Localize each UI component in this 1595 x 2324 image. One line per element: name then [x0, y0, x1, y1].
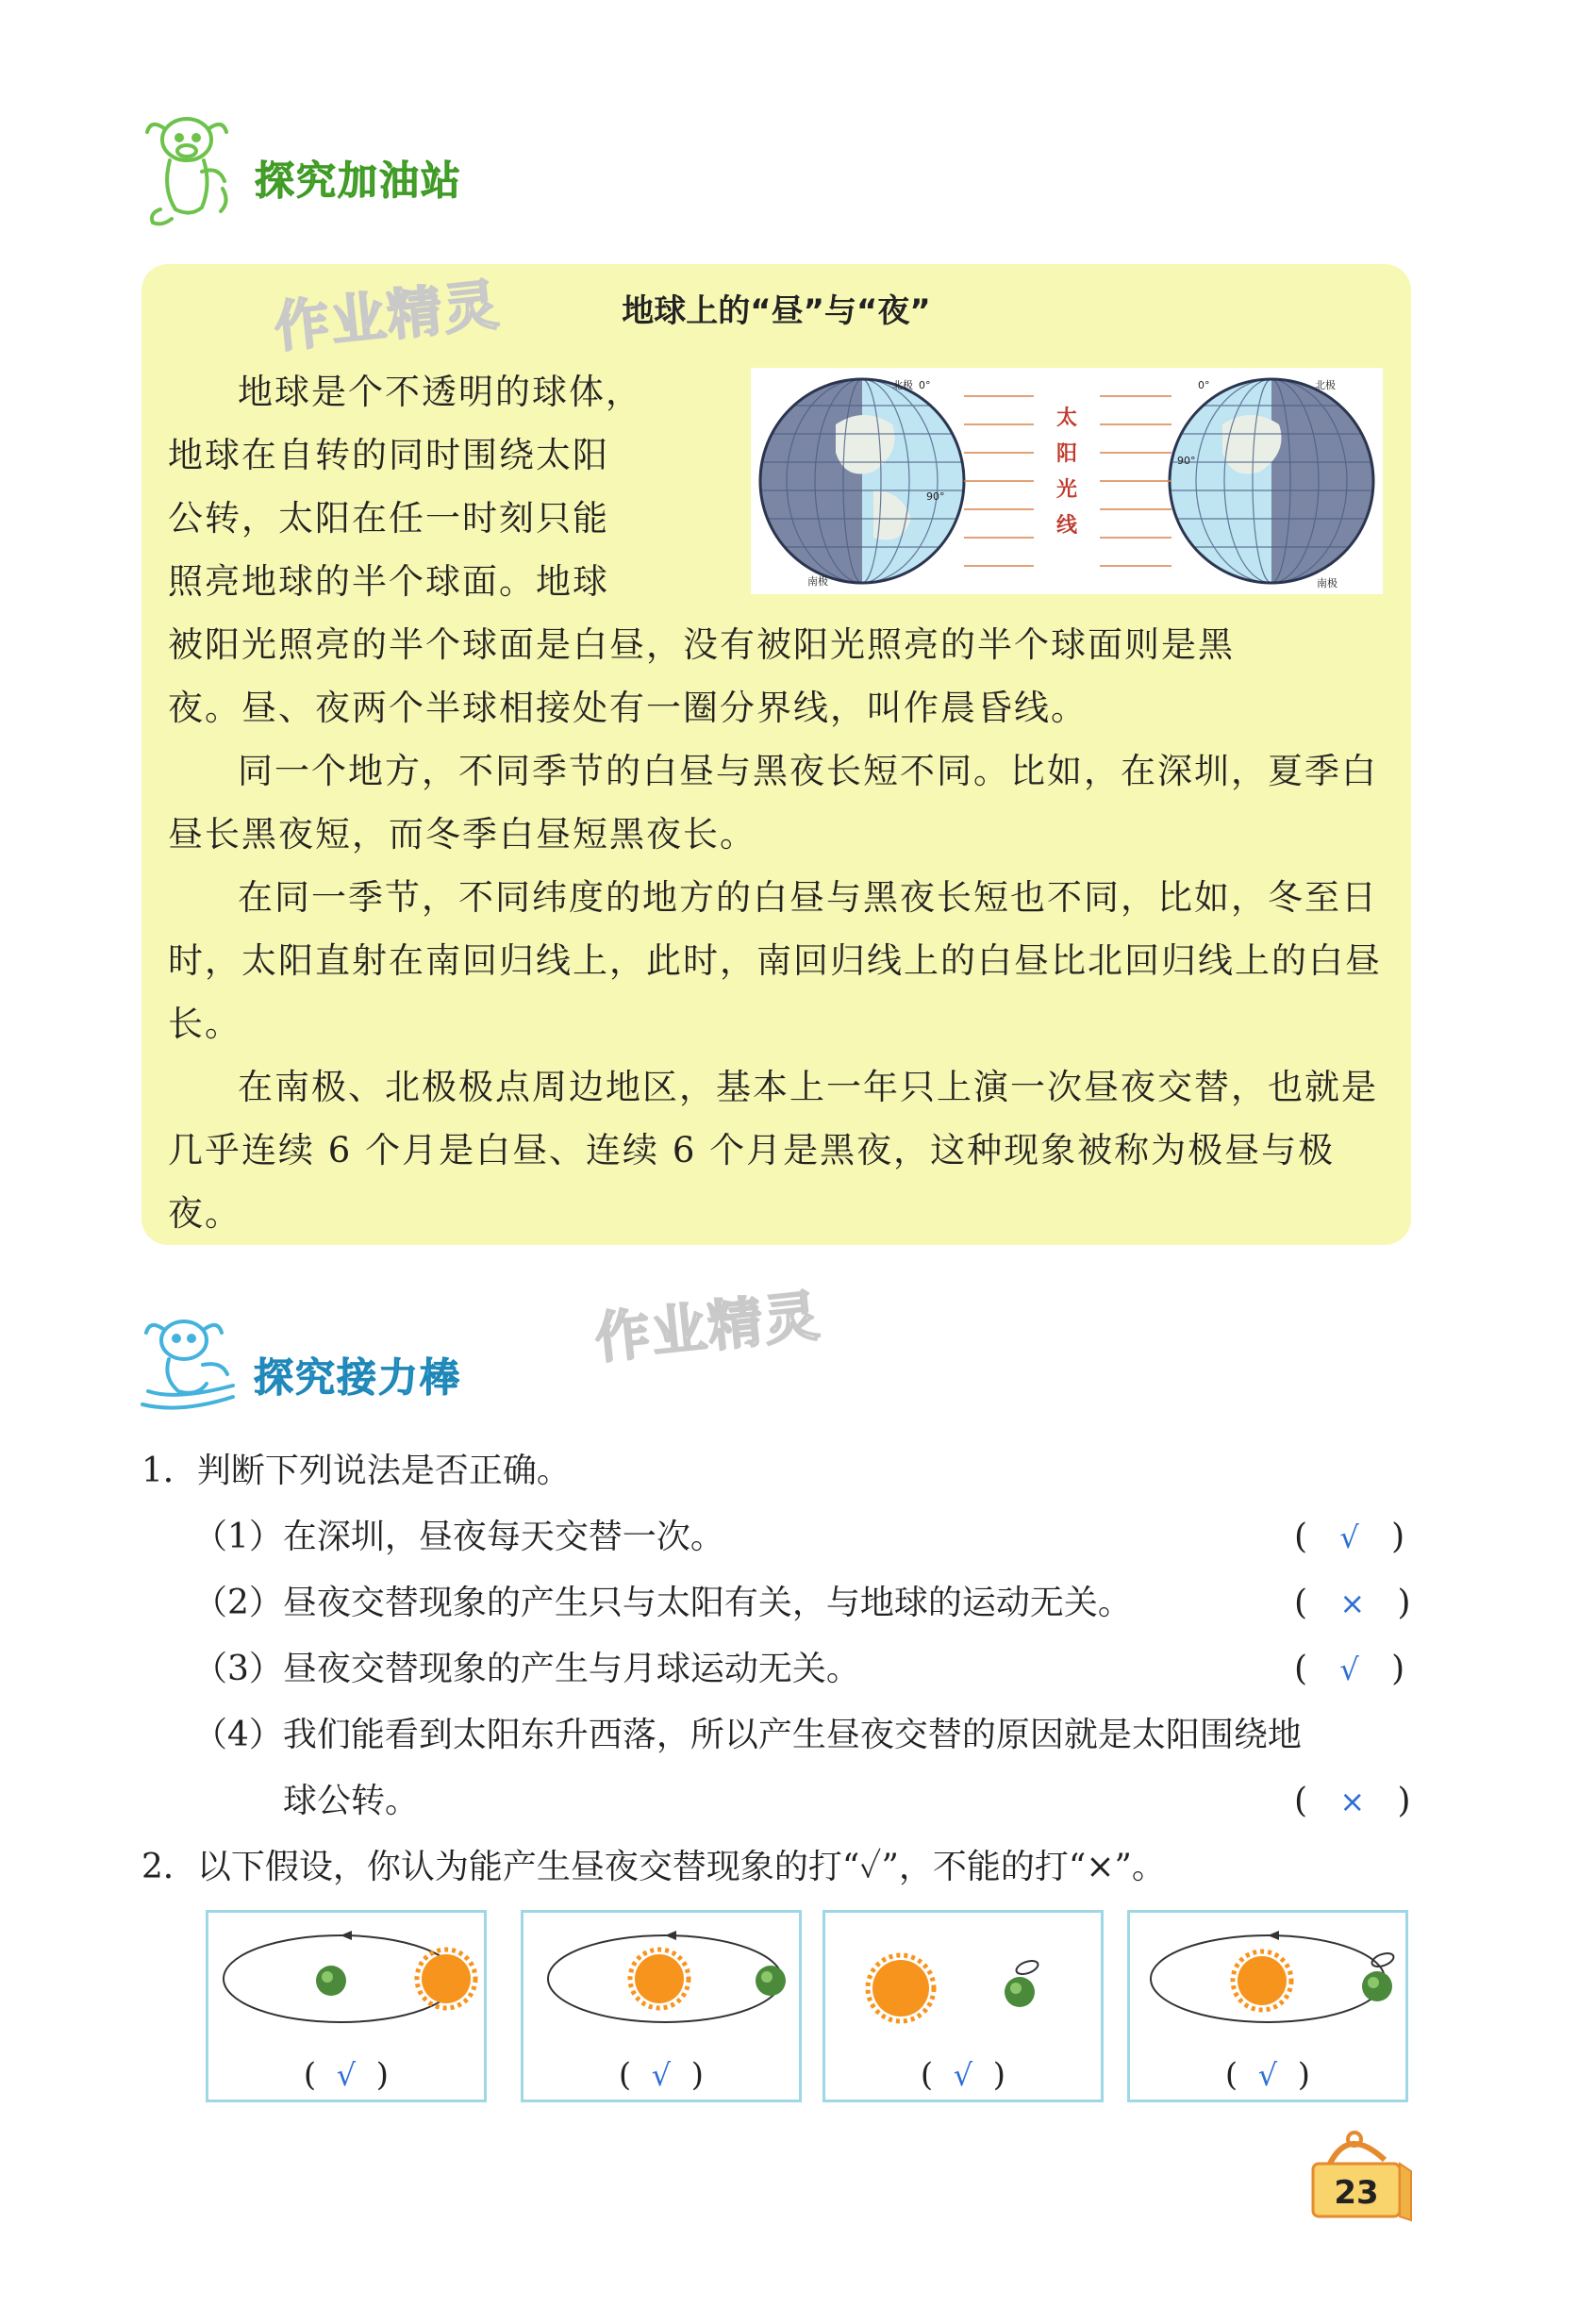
- left-south-label: 南极: [807, 575, 828, 588]
- para3: 在同一季节，不同纬度的地方的白昼与黑夜长短也不同，比如，冬至日时，太阳直射在南回归线上，此时，南回归线上的白昼比北回归线上的白昼长。: [168, 877, 1382, 1044]
- section1-header: [141, 104, 462, 226]
- para1-line: 地球是个不透明的球体，: [238, 372, 642, 412]
- answer-mark: √: [651, 2057, 672, 2093]
- day-night-globe-figure: [751, 368, 1383, 594]
- answer-mark: √: [1257, 2057, 1278, 2093]
- cow-mascot-icon: [141, 104, 236, 226]
- q1-item-2: （2）昼夜交替现象的产生只与太阳有关，与地球的运动无关。: [193, 1584, 1132, 1622]
- q1-item-4-cont: 球公转。: [283, 1782, 420, 1820]
- rotation-diagram-icon: [825, 1913, 1101, 2054]
- watermark: 作业精灵: [591, 1283, 824, 1371]
- para2: 同一个地方，不同季节的白昼与黑夜长短不同。比如，在深圳，夏季白昼长黑夜短，而冬季白昼短黑夜长。: [168, 751, 1378, 855]
- para1-line: 照亮地球的半个球面。地球: [168, 561, 609, 602]
- left-deg0-label: 0°: [919, 379, 931, 391]
- sun-label-char: 太: [1055, 407, 1078, 430]
- q1-answer-4: ( × ): [1294, 1782, 1411, 1820]
- panel-answer-1: ( √ ): [303, 2056, 390, 2094]
- left-north-label: 北极: [892, 379, 913, 391]
- panel-answer-4: ( √ ): [1224, 2056, 1311, 2094]
- orbit-diagram-icon: [523, 1913, 799, 2054]
- section1-title: 探究加油站: [255, 158, 463, 204]
- answer-mark: √: [1339, 1652, 1359, 1687]
- right-north-label: 北极: [1315, 379, 1336, 391]
- hypothesis-panel-2: [521, 1910, 802, 2102]
- right-deg90-label: 90°: [1177, 455, 1196, 467]
- page-number-badge: [1302, 2122, 1415, 2226]
- q1-item-1: （1）在深圳，昼夜每天交替一次。: [193, 1518, 724, 1556]
- info-box: [141, 264, 1411, 1245]
- sun-icon: [1238, 1956, 1287, 2005]
- orbit-diagram-icon: [208, 1913, 484, 2054]
- sun-icon: [422, 1954, 471, 2003]
- hypothesis-panel-1: [206, 1910, 487, 2102]
- q1-answer-2: ( × ): [1294, 1584, 1411, 1622]
- section2-title: 探究接力棒: [254, 1354, 462, 1401]
- q1-stem: 1．判断下列说法是否正确。: [141, 1452, 571, 1490]
- page-number: 23: [1334, 2174, 1379, 2212]
- hypothesis-panel-4: [1127, 1910, 1408, 2102]
- para1-line: 地球在自转的同时围绕太阳: [168, 435, 609, 475]
- sun-icon: [872, 1960, 929, 2017]
- answer-mark: √: [1339, 1519, 1359, 1555]
- para1-line: 夜。昼、夜两个半球相接处有一圈分界线，叫作晨昏线。: [168, 688, 1088, 728]
- panel-answer-2: ( √ ): [618, 2056, 705, 2094]
- box-title: 地球上的“昼”与“夜”: [622, 292, 931, 330]
- orbit-rotation-diagram-icon: [1130, 1913, 1405, 2054]
- q1-item-3: （3）昼夜交替现象的产生与月球运动无关。: [193, 1650, 860, 1688]
- section2-header: [137, 1306, 461, 1419]
- right-deg0-label: 0°: [1198, 379, 1210, 391]
- para1-line: 被阳光照亮的半个球面是白昼，没有被阳光照亮的半个球面则是黑: [168, 624, 1235, 665]
- hypothesis-panel-3: [822, 1910, 1104, 2102]
- right-south-label: 南极: [1317, 577, 1337, 589]
- answer-mark: ×: [1339, 1784, 1366, 1819]
- sun-label-char: 光: [1055, 478, 1078, 502]
- globe-illustration-icon: [751, 368, 1383, 594]
- panel-answer-3: ( √ ): [920, 2056, 1006, 2094]
- q1-answer-3: ( √ ): [1294, 1650, 1405, 1688]
- q1-answer-1: ( √ ): [1294, 1518, 1405, 1556]
- answer-mark: √: [336, 2057, 357, 2093]
- q2-stem: 2．以下假设，你认为能产生昼夜交替现象的打“✓”，不能的打“×”。: [141, 1848, 1166, 1886]
- q1-item-4: （4）我们能看到太阳东升西落，所以产生昼夜交替的原因就是太阳围绕地: [193, 1716, 1302, 1754]
- para4: 在南极、北极极点周边地区，基本上一年只上演一次昼夜交替，也就是几乎连续 6 个月是白昼、连续 6 个月是黑夜，这种现象被称为极昼与极夜。: [168, 1067, 1378, 1234]
- sun-icon: [635, 1954, 684, 2003]
- sun-label-char: 线: [1055, 514, 1078, 538]
- answer-mark: ×: [1339, 1585, 1366, 1621]
- para1-narrow: [168, 360, 734, 613]
- answer-mark: √: [953, 2057, 973, 2093]
- watermark: 作业精灵: [271, 272, 504, 360]
- para1-line: 公转，太阳在任一时刻只能: [168, 498, 609, 539]
- box-body: [168, 613, 1394, 1245]
- cow-mascot-running-icon: [137, 1306, 241, 1419]
- sun-label-char: 阳: [1055, 442, 1078, 466]
- left-deg90-label: 90°: [926, 490, 945, 503]
